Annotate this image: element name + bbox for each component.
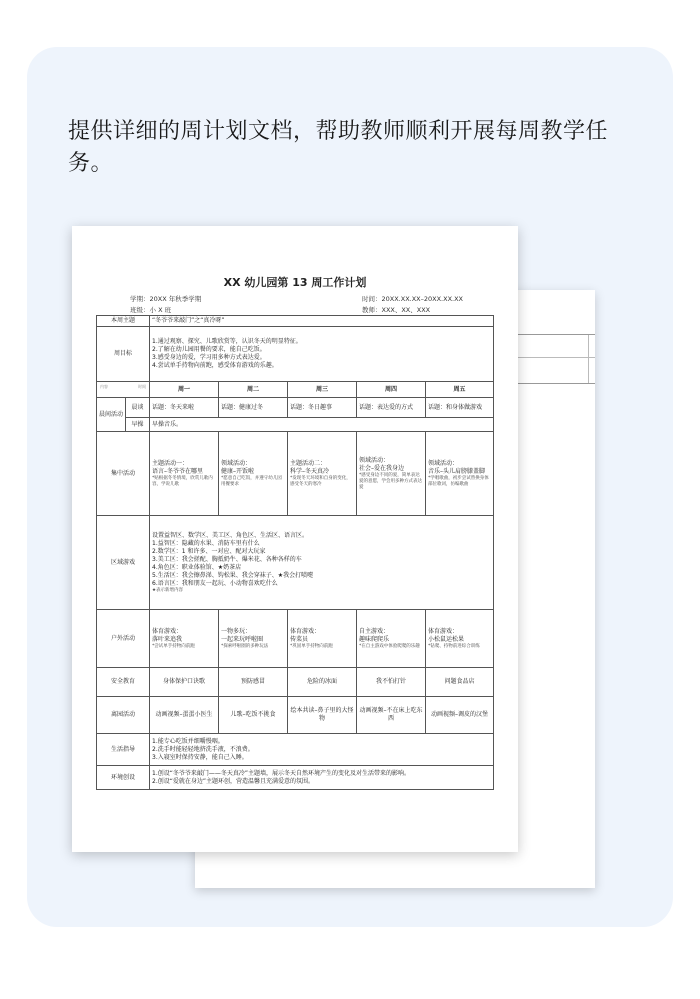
day-header: 周四 [357,382,426,398]
outdoor-label: 户外活动 [97,610,150,668]
area-item: 6.语言区：我和朋友一起玩、小动物喜欢吃什么 [152,579,278,587]
env-item: 1.创设“冬爷爷来敲门——冬天真冷”主题墙，展示冬天自然环境产生的变化及对生活带来的影响。 [152,769,410,777]
corner-cell [97,382,150,398]
area-row [97,516,494,610]
focus-title: 领域活动： [221,459,252,467]
env-item: 2.创设“爱就在身边”主题环创，营造温馨且充满爱意的氛围。 [152,777,314,785]
outdoor-title: 体育游戏： [428,627,459,635]
leave-label: 离园活动 [97,697,150,734]
outdoor-title: 体育游戏： [152,627,183,635]
chat-row [97,398,494,418]
focus-cell [219,432,288,516]
day-header: 周二 [219,382,288,398]
day-header: 周一 [150,382,219,398]
morning-label: 晨间活动 [97,398,126,432]
leave-cell: 动画视频–不在床上吃东西 [357,697,426,734]
safety-cell: 预防感冒 [219,668,288,697]
area-item: 设置益智区、数学区、美工区、角色区、生活区、语言区。 [152,531,309,539]
area-item: 2.数学区：1 和许多、一对应、配对大玩家 [152,547,266,555]
safety-label: 安全教育 [97,668,150,697]
focus-name: 语言–冬爷爷在哪里 [152,467,204,475]
outdoor-name: 小松鼠运松果 [428,635,465,643]
exercise-label: 早操 [126,418,150,432]
outdoor-title: 自主游戏： [359,627,390,635]
outdoor-cell [219,610,288,668]
area-cell [150,516,494,610]
chat-cell: 话题：健康过冬 [219,398,288,418]
goal-item: 2.了解在幼儿园用餐的要求，能自己吃饭。 [152,346,266,353]
front-sheet [72,226,518,852]
outdoor-row [97,610,494,668]
life-item: 2.洗手时能轻轻地挤洗手液，不浪费。 [152,745,254,753]
focus-name: 社会–爱在我身边 [359,464,405,472]
focus-title: 领域活动： [359,456,390,464]
focus-note: *愿意自己吃饭，并遵守幼儿园用餐要求 [221,475,282,487]
safety-cell: 问题食品店 [426,668,494,697]
exercise-cell: 早操音乐。 [150,418,494,432]
focus-label: 集中活动 [97,432,150,516]
outdoor-title: 体育游戏： [290,627,321,635]
safety-row [97,668,494,697]
life-cell [150,734,494,766]
focus-row [97,432,494,516]
focus-name: 科学–冬天真冷 [290,467,330,475]
env-cell [150,766,494,790]
days-header-row [97,382,494,398]
focus-note: *感受身边不同的爱，简单表达爱的意愿，学会用多种方式表达爱 [359,472,423,490]
outdoor-cell [150,610,219,668]
area-item: 1.益智区：隐藏的水果、消防车里有什么 [152,539,260,547]
outdoor-note: *探索呼啦圈的多种玩法 [221,643,269,649]
focus-note: *贴根据冬冬情境，欣赏儿歌内容，学说儿歌 [152,475,213,487]
chat-label: 晨谈 [126,398,150,418]
chat-cell: 话题：和身体做游戏 [426,398,494,418]
outdoor-name: 传菜员 [290,635,309,643]
outdoor-cell [288,610,357,668]
focus-cell [288,432,357,516]
outdoor-note: *钻爬、持物前进综合训练 [428,643,480,649]
chat-cell: 话题：冬天来啦 [150,398,219,418]
goal-item: 1.通过观察、探究、儿歌欣赏等，认识冬天的明显特征。 [152,338,302,345]
outdoor-title: 一物多玩： [221,627,252,635]
focus-title: 主题活动二： [290,459,327,467]
area-item: 4.角色区：职业体验馆、★奶茶店 [152,563,242,571]
exercise-row [97,418,494,432]
focus-cell [426,432,494,516]
outdoor-note: *尝试单手持物向前跑 [152,643,195,649]
day-header: 周五 [426,382,494,398]
leave-cell: 动画视频–蛋蛋小医生 [150,697,219,734]
outdoor-note: *在自主游戏中体验爬爬的乐趣 [359,643,420,649]
focus-note: *发现冬天环境和自身的变化，感受冬天的寒冷 [290,475,351,487]
focus-cell [357,432,426,516]
leave-cell: 儿歌–吃饭不挑食 [219,697,288,734]
weekly-plan-table [96,315,494,790]
focus-name: 音乐–头儿肩膀膝盖脚 [428,467,486,475]
goals-cell [150,327,494,382]
headline: 提供详细的周计划文档，帮助教师顺利开展每周教学任务。 [68,119,609,176]
theme-row [97,316,494,327]
outdoor-cell [357,610,426,668]
env-row [97,766,494,790]
corner-content-label: 内容 [100,384,108,389]
theme-label: 本周主题 [97,316,150,327]
outdoor-name: 趣味爬爬乐 [359,635,390,643]
focus-name: 健康–开饭啦 [221,467,255,475]
goals-row [97,327,494,382]
outdoor-note: *巩固单手持物向前跑 [290,643,333,649]
safety-cell: 身体保护口诀歌 [150,668,219,697]
life-item: 1.能专心吃饭并细嚼慢咽。 [152,737,224,745]
area-legend-note: ★表示新增内容 [152,587,184,593]
class-info: 班级：小 X 班 [130,306,172,314]
area-item: 5.生活区：我会擦鼻涕、钩松果、我会穿袜子、★我会打喷嚏 [152,571,314,579]
area-label: 区域游戏 [97,516,150,610]
corner-time-label: 时间 [138,384,147,389]
focus-title: 领域活动： [428,459,459,467]
theme-value: “冬爷爷来敲门”之“真冷呀” [150,316,494,327]
chat-cell: 话题：表达爱的方式 [357,398,426,418]
outdoor-name: 一起来玩呼啦圈 [221,635,264,643]
env-label: 环境创设 [97,766,150,790]
document-title: XX 幼儿园第 13 周工作计划 [223,276,367,289]
safety-cell: 我不怕打针 [357,668,426,697]
area-item: 3.美工区：我会搓配、胸抵奶牛、爆米花、各种各样的车 [152,555,302,563]
leave-cell: 动画视频–调皮的汉堡 [426,697,494,734]
goal-item: 4.尝试单手持物向前跑，感受体育游戏的乐趣。 [152,362,278,369]
outdoor-cell [426,610,494,668]
life-label: 生活指导 [97,734,150,766]
focus-note: *学唱歌曲，初步尝试替换身体部位歌词，仿编歌曲 [428,475,489,487]
day-header: 周三 [288,382,357,398]
teachers-info: 教师：XXX、XX、XXX [362,306,431,314]
time-info: 时间：20XX.XX.XX–20XX.XX.XX [362,295,463,303]
leave-cell: 绘本共读–鼻子里的大怪物 [288,697,357,734]
life-item: 3.入寝室时保持安静，能自己入睡。 [152,753,248,761]
goal-item: 3.感受身边的爱，学习用多种方式表达爱。 [152,354,266,361]
focus-title: 主题活动一： [152,459,189,467]
focus-cell [150,432,219,516]
goals-label: 周目标 [97,327,150,382]
chat-cell: 话题：冬日趣事 [288,398,357,418]
semester-info: 学期：20XX 年秋季学期 [130,295,202,303]
safety-cell: 危险的冰面 [288,668,357,697]
leave-row [97,697,494,734]
life-row [97,734,494,766]
outdoor-name: 落叶来追我 [152,635,183,643]
